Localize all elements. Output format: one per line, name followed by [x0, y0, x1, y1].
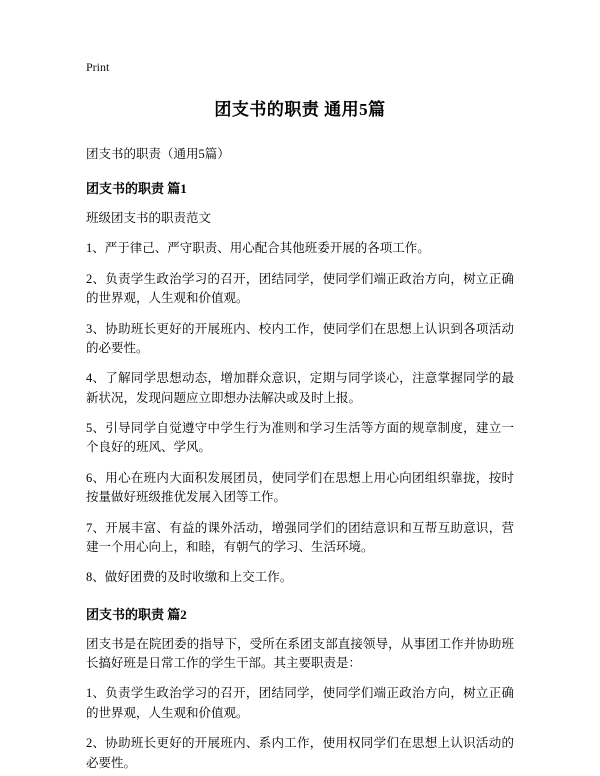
paragraph: 2、负责学生政治学习的召开，团结同学，使同学们端正政治方向，树立正确的世界观，人生观和价值观。: [86, 271, 514, 306]
paragraph: 1、负责学生政治学习的召开，团结同学，使同学们端正政治方向，树立正确的世界观，人生观和价值观。: [86, 686, 514, 720]
paragraph: 3、协助班长更好的开展班内、校内工作，使同学们在思想上认识到各项活动的必要性。: [86, 321, 514, 355]
paragraph: 班级团支书的职责范文: [86, 211, 212, 225]
page-title: 团支书的职责 通用5篇: [214, 100, 386, 119]
paragraph: 8、做好团费的及时收缴和上交工作。: [86, 570, 293, 585]
paragraph: 1、严于律己、严守职责、用心配合其他班委开展的各项工作。: [86, 241, 430, 256]
section-heading: 团支书的职责 篇2: [86, 606, 187, 622]
paragraph: 7、开展丰富、有益的课外活动，增强同学们的团结意识和互帮互助意识，营建一个用心向上，和睦，有朝气的学习、生活环境。: [86, 520, 514, 554]
paragraph: 团支书是在院团委的指导下，受所在系团支部直接领导，从事团工作并协助班长搞好班是日常工作的学生干部。其主要职责是：: [86, 636, 514, 670]
section-heading: 团支书的职责 篇1: [86, 181, 187, 196]
paragraph: 4、了解同学思想动态，增加群众意识，定期与同学谈心，注意掌握同学的最新状况，发现问题应立即想办法解决或及时上报。: [86, 371, 514, 405]
paragraph: 2、协助班长更好的开展班内、系内工作，使用权同学们在思想上认识活动的必要性。: [86, 736, 514, 770]
document-body: [86, 178, 514, 773]
document-subtitle: 团支书的职责（通用5篇）: [86, 147, 230, 161]
paragraph: 5、引导同学自觉遵守中学生行为准则和学习生活等方面的规章制度，建立一个良好的班风、学风。: [86, 421, 514, 455]
paragraph: 6、用心在班内大面积发展团员，使同学们在思想上用心向团组织靠拢，按时按量做好班级推优发展入团等工作。: [86, 470, 514, 505]
print-link[interactable]: Print: [86, 60, 110, 74]
